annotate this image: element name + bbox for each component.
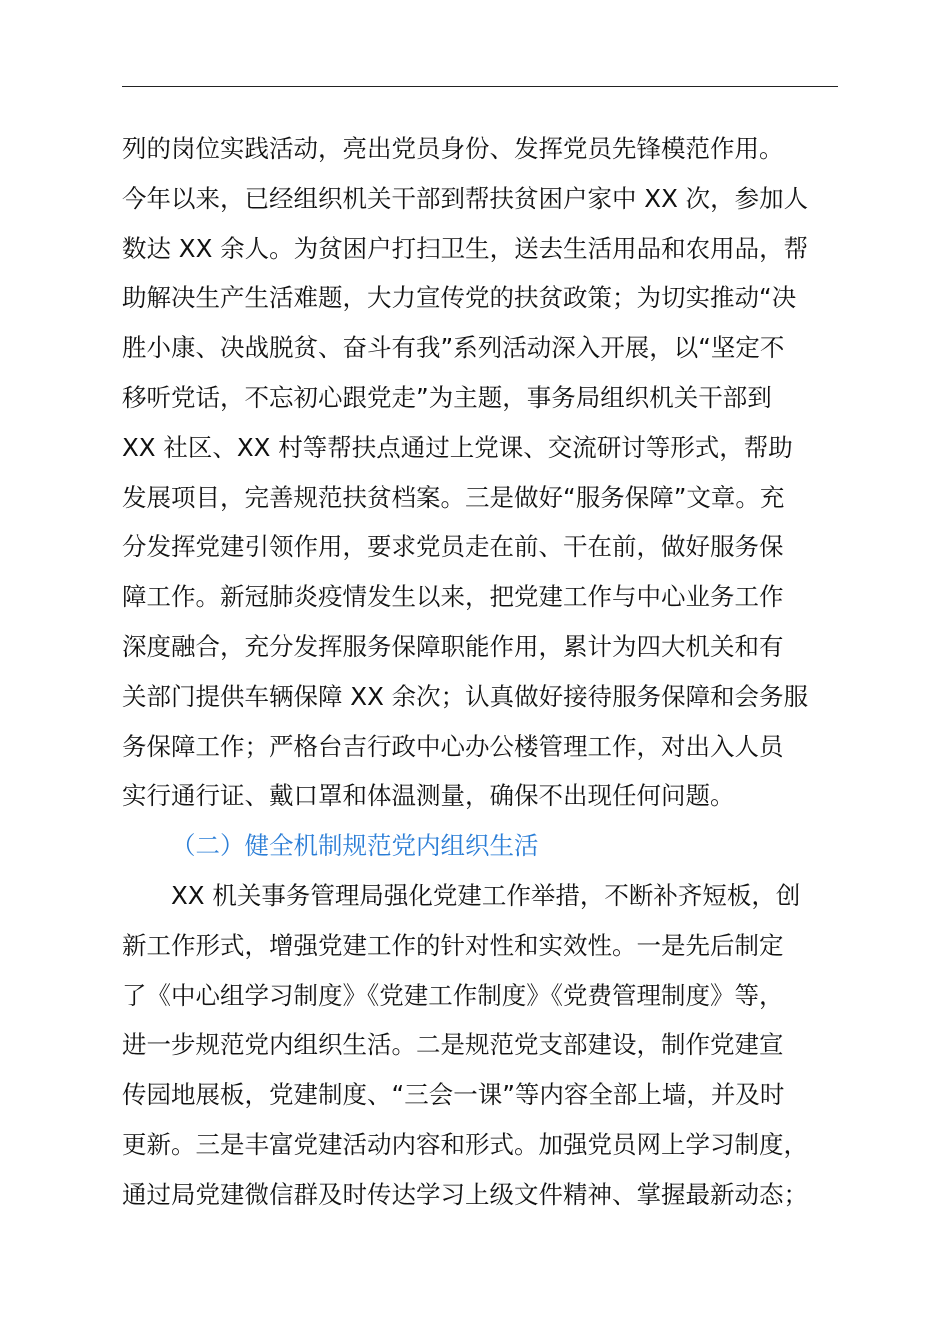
body-line: 胜小康、决战脱贫、奋斗有我”系列活动深入开展，以“坚定不 — [122, 333, 785, 363]
body-line: 发展项目，完善规范扶贫档案。三是做好“服务保障”文章。充 — [122, 482, 785, 512]
body-line: 进一步规范党内组织生活。二是规范党支部建设，制作党建宣 — [122, 1030, 784, 1060]
body-line: 务保障工作；严格台吉行政中心办公楼管理工作，对出入人员 — [122, 731, 784, 761]
paragraph-first-line: XX 机关事务管理局强化党建工作举措，不断补齐短板，创 — [171, 880, 801, 910]
body-line: 列的岗位实践活动，亮出党员身份、发挥党员先锋模范作用。 — [122, 134, 784, 163]
body-line: 分发挥党建引领作用，要求党员走在前、干在前，做好服务保 — [122, 532, 784, 562]
body-line: 更新。三是丰富党建活动内容和形式。加强党员网上学习制度， — [122, 1129, 808, 1159]
body-line: 关部门提供车辆保障 XX 余次；认真做好接待服务保障和会务服 — [122, 681, 809, 711]
body-line: 新工作形式，增强党建工作的针对性和实效性。一是先后制定 — [122, 930, 784, 960]
document-body — [122, 124, 862, 1220]
body-line: 实行通行证、戴口罩和体温测量，确保不出现任何问题。 — [122, 781, 735, 811]
section-heading: （二）健全机制规范党内组织生活 — [171, 831, 539, 861]
body-line: 数达 XX 余人。为贫困户打扫卫生，送去生活用品和农用品，帮 — [122, 233, 809, 263]
body-line: 通过局党建微信群及时传达学习上级文件精神、掌握最新动态； — [122, 1179, 808, 1209]
body-line: 传园地展板，党建制度、“三会一课”等内容全部上墙，并及时 — [122, 1080, 785, 1110]
header-rule — [122, 86, 838, 87]
body-line: 了《中心组学习制度》《党建工作制度》《党费管理制度》等， — [122, 980, 784, 1010]
body-line: 移听党话，不忘初心跟党走”为主题，事务局组织机关干部到 — [122, 382, 772, 412]
body-line: 助解决生产生活难题，大力宣传党的扶贫政策；为切实推动“决 — [122, 283, 797, 313]
body-line: 障工作。新冠肺炎疫情发生以来，把党建工作与中心业务工作 — [122, 582, 784, 612]
body-line: XX 社区、XX 村等帮扶点通过上党课、交流研讨等形式，帮助 — [122, 432, 793, 462]
body-line: 今年以来，已经组织机关干部到帮扶贫困户家中 XX 次，参加人 — [122, 183, 809, 213]
body-line: 深度融合，充分发挥服务保障职能作用，累计为四大机关和有 — [122, 631, 784, 661]
